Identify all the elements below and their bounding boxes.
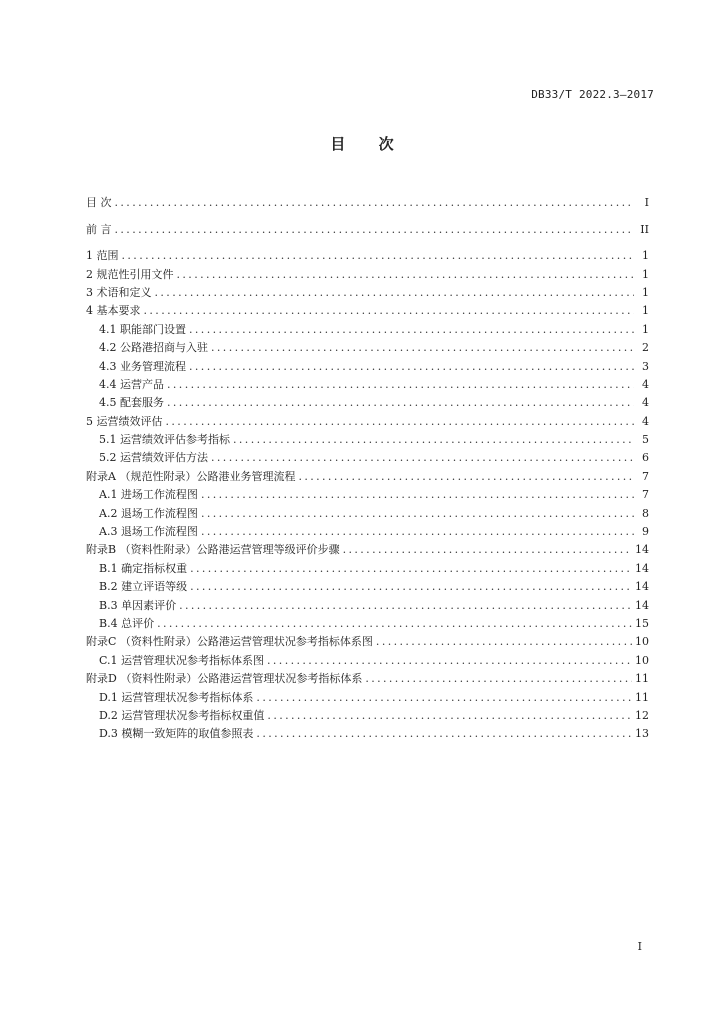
toc-leader-dots: [167, 396, 634, 410]
toc-entry-page: 14: [635, 580, 649, 594]
toc-entry-page: II: [640, 222, 649, 236]
table-of-contents: [86, 192, 649, 741]
toc-leader-dots: [122, 249, 635, 263]
toc-entry-page: 6: [642, 451, 649, 465]
toc-entry-4[interactable]: [86, 300, 649, 318]
toc-leader-dots: [365, 672, 632, 686]
toc-entry-page: 7: [642, 488, 649, 502]
toc-entry-label: 4.1 职能部门设置: [99, 322, 186, 336]
toc-leader-dots: [211, 451, 634, 465]
toc-entry-page: 10: [635, 635, 649, 649]
toc-entry-label: 2 规范性引用文件: [86, 267, 174, 281]
toc-entry-label: 前 言: [86, 222, 112, 236]
toc-entry-label: D.1 运营管理状况参考指标体系: [99, 690, 254, 704]
toc-entry-b-2[interactable]: [86, 576, 649, 594]
toc-entry-label: A.2 退场工作流程图: [99, 506, 198, 520]
toc-entry-4-1[interactable]: [86, 318, 649, 336]
toc-leader-dots: [298, 470, 634, 484]
toc-leader-dots: [166, 415, 635, 429]
toc-entry-page: 9: [642, 525, 649, 539]
toc-leader-dots: [343, 543, 632, 557]
toc-entry-3[interactable]: [86, 282, 649, 300]
page-title: 目 次: [330, 135, 408, 153]
toc-entry-label: 4.3 业务管理流程: [99, 359, 186, 373]
toc-entry-5[interactable]: [86, 410, 649, 428]
page-number: I: [637, 940, 642, 953]
toc-leader-dots: [189, 360, 634, 374]
toc-entry-page: 1: [642, 322, 649, 336]
toc-entry-page: 11: [635, 690, 649, 704]
toc-entry-label: 5.1 运营绩效评估参考指标: [99, 433, 230, 447]
toc-entry-page: 15: [635, 616, 649, 630]
toc-entry-b-3[interactable]: [86, 594, 649, 612]
toc-entry-label: 5 运营绩效评估: [86, 414, 163, 428]
toc-leader-dots: [167, 378, 634, 392]
toc-leader-dots: [267, 654, 632, 668]
toc-entry-a-2[interactable]: [86, 502, 649, 520]
toc-entry-2[interactable]: [86, 263, 649, 281]
toc-entry-label: 附录C （资料性附录）公路港运营管理状况参考指标体系图: [86, 635, 373, 649]
toc-entry-c-1[interactable]: [86, 649, 649, 667]
toc-leader-dots: [256, 691, 632, 705]
toc-entry-label: 5.2 运营绩效评估方法: [99, 451, 208, 465]
toc-entry-label: 目 次: [86, 196, 112, 210]
toc-leader-dots: [144, 304, 635, 318]
toc-entry-page: 4: [642, 414, 649, 428]
toc-entry-page: 4: [642, 377, 649, 391]
toc-leader-dots: [190, 580, 632, 594]
toc-leader-dots: [211, 341, 634, 355]
toc-entry-label: 4.5 配套服务: [99, 396, 164, 410]
toc-entry-page: 12: [635, 708, 649, 722]
toc-entry-appendix-c[interactable]: [86, 631, 649, 649]
toc-entry-page: 14: [635, 561, 649, 575]
toc-leader-dots: [201, 525, 634, 539]
toc-leader-dots: [256, 727, 632, 741]
toc-leader-dots: [376, 635, 632, 649]
toc-entry-5-2[interactable]: [86, 447, 649, 465]
toc-entry-label: 3 术语和定义: [86, 285, 152, 299]
toc-entry-label: B.1 确定指标权重: [99, 561, 188, 575]
toc-entry-label: D.2 运营管理状况参考指标权重值: [99, 708, 265, 722]
toc-leader-dots: [267, 709, 632, 723]
toc-entry-4-4[interactable]: [86, 374, 649, 392]
document-code: DB33/T 2022.3—2017: [531, 88, 654, 101]
toc-entry-page: 1: [642, 285, 649, 299]
toc-entry-page: 1: [642, 304, 649, 318]
toc-entry-label: 附录D （资料性附录）公路港运营管理状况参考指标体系: [86, 672, 363, 686]
toc-entry-label: 4.4 运营产品: [99, 377, 164, 391]
toc-entry-label: 4 基本要求: [86, 304, 141, 318]
toc-entry-label: 1 范围: [86, 249, 119, 263]
toc-leader-dots: [157, 617, 632, 631]
toc-entry-label: B.4 总评价: [99, 616, 155, 630]
toc-entry-page: 2: [642, 341, 649, 355]
toc-entry-page: 14: [635, 598, 649, 612]
toc-entry-label: 附录A （规范性附录）公路港业务管理流程: [86, 469, 296, 483]
toc-entry-page: 4: [642, 396, 649, 410]
toc-entry-label: C.1 运营管理状况参考指标体系图: [99, 653, 265, 667]
toc-entry-page: 8: [642, 506, 649, 520]
toc-entry-1[interactable]: [86, 245, 649, 263]
toc-entry-page: 5: [642, 433, 649, 447]
toc-entry-page: 10: [635, 653, 649, 667]
toc-entry-4-3[interactable]: [86, 355, 649, 373]
toc-entry-d-3[interactable]: [86, 723, 649, 741]
toc-leader-dots: [115, 196, 635, 210]
toc-entry-page: 7: [642, 469, 649, 483]
toc-entry-appendix-b[interactable]: [86, 539, 649, 557]
toc-leader-dots: [189, 323, 634, 337]
toc-entry-label: A.1 进场工作流程图: [99, 488, 198, 502]
toc-entry-label: D.3 模糊一致矩阵的取值参照表: [99, 727, 254, 741]
toc-entry-4-2[interactable]: [86, 337, 649, 355]
toc-entry-page: 1: [642, 267, 649, 281]
toc-entry-label: 附录B （资料性附录）公路港运营管理等级评价步骤: [86, 543, 340, 557]
toc-entry-page: 3: [642, 359, 649, 373]
toc-entry-label: A.3 退场工作流程图: [99, 525, 198, 539]
toc-leader-dots: [201, 488, 634, 502]
toc-entry-d-1[interactable]: [86, 686, 649, 704]
toc-leader-dots: [155, 286, 635, 300]
toc-leader-dots: [115, 223, 635, 237]
toc-entry-page: 1: [642, 249, 649, 263]
toc-entry-a-1[interactable]: [86, 484, 649, 502]
toc-entry-label: B.2 建立评语等级: [99, 580, 188, 594]
toc-entry-contents[interactable]: [86, 192, 649, 210]
toc-entry-b-1[interactable]: [86, 557, 649, 575]
toc-entry-page: 11: [635, 672, 649, 686]
toc-leader-dots: [233, 433, 634, 447]
toc-entry-label: B.3 单因素评价: [99, 598, 177, 612]
toc-leader-dots: [179, 599, 632, 613]
toc-entry-page: 14: [635, 543, 649, 557]
toc-entry-b-4[interactable]: [86, 613, 649, 631]
toc-entry-page: I: [644, 196, 649, 210]
toc-entry-page: 13: [635, 727, 649, 741]
toc-leader-dots: [177, 268, 635, 282]
toc-entry-d-2[interactable]: [86, 705, 649, 723]
toc-leader-dots: [201, 507, 634, 521]
toc-entry-5-1[interactable]: [86, 429, 649, 447]
toc-entry-appendix-d[interactable]: [86, 668, 649, 686]
toc-entry-foreword[interactable]: [86, 218, 649, 236]
toc-leader-dots: [190, 562, 632, 576]
toc-entry-appendix-a[interactable]: [86, 465, 649, 483]
toc-entry-label: 4.2 公路港招商与入驻: [99, 341, 208, 355]
toc-entry-4-5[interactable]: [86, 392, 649, 410]
toc-entry-a-3[interactable]: [86, 521, 649, 539]
